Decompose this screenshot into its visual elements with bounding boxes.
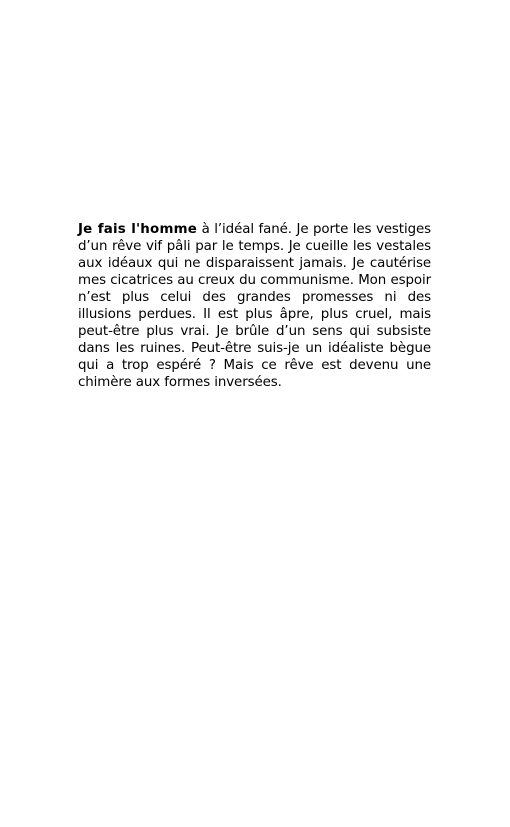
paragraph-body: à l’idéal fané. Je porte les vestiges d’un rêve vif pâli par le temps. Je cueille les vestales aux idéaux qui ne disparaissent jamais. Je cautérise mes cicatrices au creux du communisme. Mon espoir n’est plus celui des grandes promesses ni des illusions perdues. Il est plus âpre, plus cruel, mais peut-être plus vrai. Je brûle d’un sens qui subsiste dans les ruines. Peut-être suis-je un idéaliste bègue qui a trop espéré ? Mais ce rêve est devenu une chimère aux formes inversées.: [78, 222, 431, 390]
lead-phrase: Je fais l'homme: [78, 222, 198, 237]
text-paragraph: [78, 221, 431, 391]
